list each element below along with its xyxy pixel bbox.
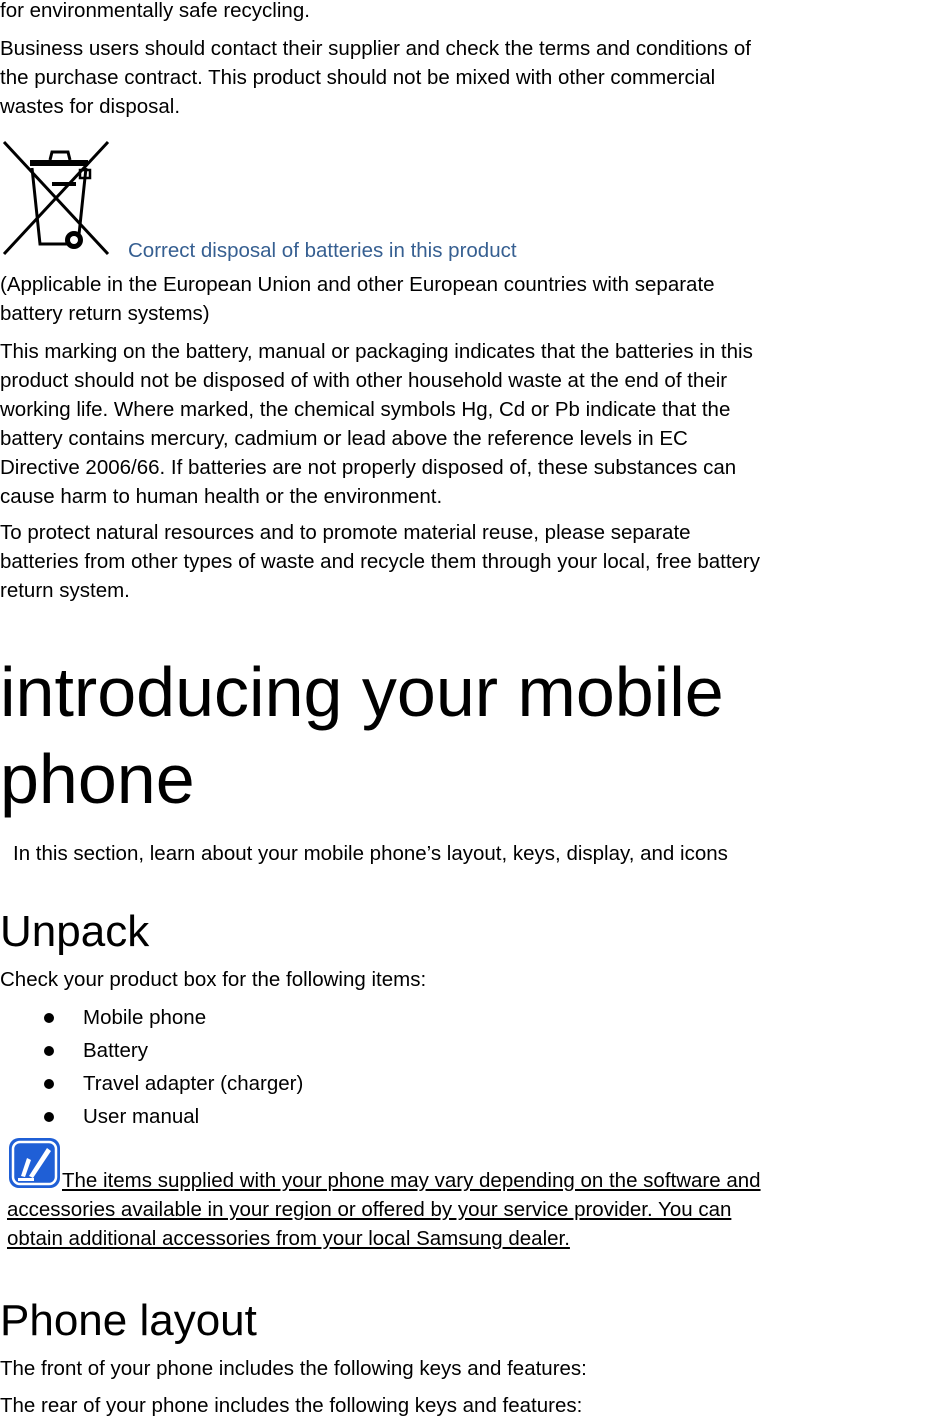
marking-line: This marking on the battery, manual or packaging indicates that the batteries in this xyxy=(0,340,753,363)
intro-fragment: for environmentally safe recycling. xyxy=(0,0,310,22)
disposal-title: Correct disposal of batteries in this product xyxy=(128,239,517,262)
list-item-label: User manual xyxy=(83,1105,200,1128)
chapter-title-line: phone xyxy=(0,740,195,818)
note-line: accessories available in your region or offered by your service provider. You can xyxy=(7,1198,732,1221)
marking-line: cause harm to human health or the environment. xyxy=(0,485,443,508)
applicable-line: battery return systems) xyxy=(0,302,210,325)
phone-layout-front: The front of your phone includes the following keys and features: xyxy=(0,1357,587,1380)
marking-line: battery contains mercury, cadmium or lead above the reference levels in EC xyxy=(0,427,688,450)
phone-layout-rear: The rear of your phone includes the following keys and features: xyxy=(0,1394,583,1417)
note-pencil-icon xyxy=(7,1136,62,1190)
unpack-intro: Check your product box for the following items: xyxy=(0,968,427,991)
note-line: obtain additional accessories from your local Samsung dealer. xyxy=(7,1227,570,1250)
bullet-icon xyxy=(44,1112,54,1122)
protect-line: To protect natural resources and to promote material reuse, please separate xyxy=(0,521,691,544)
chapter-subtitle: In this section, learn about your mobile phone’s layout, keys, display, and icons xyxy=(13,842,728,865)
applicable-line: (Applicable in the European Union and other European countries with separate xyxy=(0,273,715,296)
protect-line: return system. xyxy=(0,579,130,602)
phone-layout-heading: Phone layout xyxy=(0,1296,257,1345)
crossed-out-wheelie-bin-icon xyxy=(0,140,114,258)
note-line: The items supplied with your phone may vary depending on the software and xyxy=(62,1169,761,1192)
marking-line: Directive 2006/66. If batteries are not properly disposed of, these substances can xyxy=(0,456,737,479)
unpack-heading: Unpack xyxy=(0,907,150,956)
marking-line: product should not be disposed of with other household waste at the end of their xyxy=(0,369,728,392)
marking-line: working life. Where marked, the chemical symbols Hg, Cd or Pb indicate that the xyxy=(0,398,731,421)
business-line: Business users should contact their supplier and check the terms and conditions of xyxy=(0,37,751,60)
business-line: the purchase contract. This product should not be mixed with other commercial xyxy=(0,66,716,89)
protect-line: batteries from other types of waste and recycle them through your local, free battery xyxy=(0,550,761,573)
bullet-icon xyxy=(44,1046,54,1056)
bullet-icon xyxy=(44,1013,54,1023)
bullet-icon xyxy=(44,1079,54,1089)
chapter-title-line: introducing your mobile xyxy=(0,653,724,731)
business-line: wastes for disposal. xyxy=(0,95,181,118)
list-item-label: Mobile phone xyxy=(83,1006,207,1029)
list-item-label: Travel adapter (charger) xyxy=(83,1072,304,1095)
list-item-label: Battery xyxy=(83,1039,148,1062)
